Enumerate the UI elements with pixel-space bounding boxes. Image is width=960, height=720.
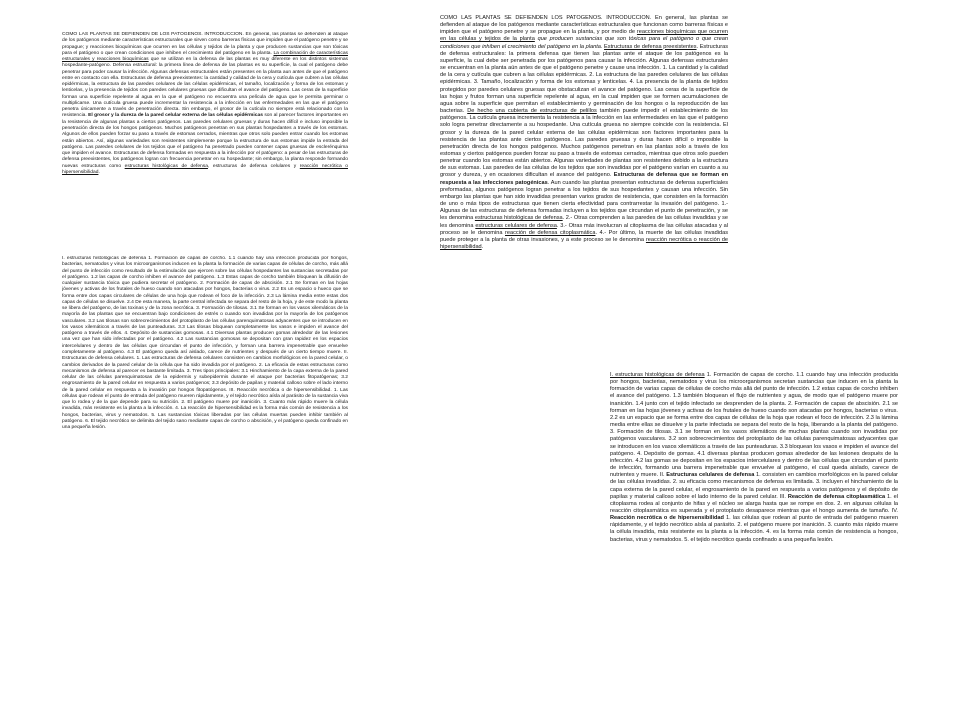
emphasized-text-run: reacciones bioquímicas que ocurren en las células y tejidos de la planta xyxy=(440,29,728,43)
text-block-intro-left xyxy=(62,32,348,250)
emphasized-text-run: Estructuras de defensa que se forman en respuesta a las infecciones patogénicas xyxy=(440,172,728,186)
text-run: también puede impedir el establecimiento de los patógenos. La cutícula gruesa incrementa la resistencia a la infección en las enfermedades en las que el patógeno solo logra penetrar directamente a su hospedante. Una cutícula gruesa no siempre coincide con la resistencia. El grosor y la dureza de la pared celular externa de las células epidérmicas son factores importantes para la resistencia de las plantas ante ciertos patógenos. Las paredes gruesas y duras hacen difícil o imposible la penetración directa de los hongos patógenos. Muchos patógenos penetran en las plantas solo a través de los estomas y ciertos patógenos pueden forzar su paso a través de estomas cerrados, mientras que otros solo pueden penetrar cuando los estomas están abiertos. Algunas variedades de plantas son resistentes debido a la estructura de sus estomas. Las paredes de las células de los tejidos que son invadidas por el patógeno varían en cuanto a su grosor y dureza, y en ocasiones dificultan el avance del patógeno. xyxy=(440,108,728,179)
emphasized-text-run: Estructuras de defensa preexistentes xyxy=(604,43,697,50)
text-run: 1. el citoplasma rodea al conjunto de hifas y el núcleo se alarga hasta que se rompe en dos. 2. en algunas células la reacción citoplasmática es superada y el protoplasto desaparece mientras que el hongo aumenta de tamaño. IV. xyxy=(610,493,898,514)
text-run: . 4.- Por último, la muerte de las células invadidas puede proteger a la planta de otras invasiones, y a este proceso se le denomina xyxy=(440,229,728,243)
text-run: 1. las células que rodean al punto de entrada del patógeno mueren rápidamente, y el tejido necrótico aísla al parásito. 2. el patógeno muere por inanición. 3. cuanto más rápido muere la célula invadida, más resistente es la planta a la infección. 4. es la forma más común de resistencia a hongos, bacterias, virus y nematodos. 5. el tejido necrótico queda confinado a una pequeña lesión. xyxy=(610,515,898,543)
text-block-structures-left xyxy=(62,256,348,638)
text-run: 1. Formación de capas de corcho. 1.1 cuando hay una infección producida por hongos, bacterias, nematodos y virus los microorganismos secretan sustancias que inducen en la planta la formación de varias capas de células de corcho más allá del punto de infección. 1.2 estas capas de corcho inhiben el avance del patógeno. 1.3 también bloquean el flujo de nutrientes y agua, de modo que el patógeno muere por inanición. 1.4 junto con el tejido infectado se desprenden de la planta. 2. Formación de capas de abscisión. 2.1 se forman en las hojas jóvenes y activas de los frutales de hueso cuando son atacadas por hongos, bacterias o virus. 2.2 es un espacio que se forma entre dos capas de células de la hoja que rodean el foco de infección. 2.3 la lámina media entre ellas se disuelve y la parte infectada se separa del resto de la hoja, liberando a la planta del patógeno. 3. Formación de tilosas. 3.1 se forman en los vasos xilemáticos de muchas plantas cuando son invadidas por patógenos vasculares. 3.2 son sobrecrecimientos del protoplasto de las células parenquimatosas adyacentes que se introducen en los vasos xilemáticos a través de las punteaduras. 3.3 bloquean los vasos e impiden el avance del patógeno. 4. Depósito de gomas. 4.1 diversas plantas producen gomas alrededor de las lesiones después de la infección. 4.2 las gomas se depositan en los espacios intercelulares y dentro de las células que circundan el punto de infección, formando una barrera impenetrable que envuelve al patógeno, el cual queda aislado, carece de nutrientes y muere. II. xyxy=(610,372,898,479)
emphasized-text-run: que producen sustancias que son tóxicas para el patógeno o que crean condiciones que inhiben el crecimiento del patógeno en la planta. xyxy=(440,36,728,50)
text-run: 1. consisten en cambios morfológicos en la pared celular de las células invadidas. 2. su eficacia como mecanismos de defensa es limitada. 3. incluyen el hinchamiento de la capa externa de la pared celular, el engrosamiento de la pared en respuesta a varios patógenos y el depósito de papilas y material calloso sobre el lado interno de la pared celular. III. xyxy=(610,472,898,500)
text-block-intro-right xyxy=(440,15,728,355)
paragraph xyxy=(440,15,728,251)
emphasized-text-run: De hecho una cubierta de estructuras de pelillos xyxy=(467,108,597,115)
text-block-structures-right xyxy=(610,372,898,707)
text-run: I. estructuras histológicas de defensa 1. Formación de capas de corcho. 1.1 cuando hay una infección producida por hongos, bacterias, nematodos y virus los microorganismos inducen en la planta la formación de varias capas de células de corcho, más allá del punto de infección como resultado de la estimulación que ejercen sobre las células hospedantes las sustancias secretadas por el patógeno. 1.2 las capas de corcho inhiben el avance del patógeno. 1.3 Estas capas de corcho también bloquean la difusión de cualquier sustancia tóxica que pudiera secretar el patógeno. 2. Formación de capas de abscisión. 2.1 Se forman en las hojas jóvenes y activas de los frutales de hueso cuando son atacadas por hongos, bacterias o virus. 2.2 Es un espacio o hueco que se forma entre dos capas circulares de células de una hoja que rodean el foco de la infección. 2.3 La lámina media entre estas dos capas de células se disuelve. 2.4 De esta manera, la parte central infectada se separa del resto de la hoja, y de este modo la planta se libera del patógeno, de las toxinas y de la zona necrótica. 3. Formación de tilosas. 3.1 Se forman en los vasos xilemáticos de la mayoría de las plantas que se encuentran bajo condiciones de estrés o cuando son invadidas por la mayoría de los patógenos vasculares. 3.2 Las tilosas son sobrecrecimientos del protoplasto de las células parenquimatosas adyacentes que se introducen en los vasos xilemáticos a través de las punteaduras. 3.3 Las tilosas bloquean completamente los vasos e impiden el avance del patógeno a través de ellos. 4. Depósito de sustancias gomosas. 4.1 Diversas plantas producen gomas alrededor de las lesiones una vez que han sido infectadas por el patógeno. 4.2 Las sustancias gomosas se depositan con gran rapidez en los espacios intercelulares y dentro de las células que circundan el punto de infección, y forman una barrera impenetrable que envuelve completamente al patógeno. 4.3 El patógeno queda así aislado, carece de nutrientes y después de un cierto tiempo muere. II. Estructuras de defensa celulares. 1. Las estructuras de defensa celulares consisten en cambios morfológicos en la pared celular, o cambios derivados de la pared celular de la célula que ha sido invadida por el patógeno. 2. La eficacia de estas estructuras como mecanismos de defensa al parecer es bastante limitada. 3. Tres tipos principales: 3.1 Hinchamiento de la capa externa de la pared celular de las células parenquimatosas de la epidermis y subepidermis durante el ataque por bacterias fitopatógenas; 3.2 engrosamiento de la pared celular en respuesta a varios patógenos; 3.3 depósito de papilas y material calloso sobre el lado interno de la pared celular en respuesta a la invasión por hongos fitopatógenos. III. Reacción necrótica o de hipersensibilidad. 1. Las células que rodean el punto de entrada del patógeno mueren rápidamente, y el tejido necrótico aísla al parásito de la sustancia viva que lo rodea y de la que depende para su nutrición. 2. El patógeno muere por inanición. 3. Cuanto más rápido muere la célula invadida, más resistente es la planta a la infección. 4. La reacción de hipersensibilidad es la forma más común de resistencia a los hongos, bacterias, virus y nematodos. 5. Las sustancias tóxicas liberadas por las células muertas pueden inhibir también al patógeno. 6. El tejido necrótico se delimita del tejido sano mediante capas de corcho o abscisión, y el patógeno queda confinado en una pequeña lesión. xyxy=(62,256,348,431)
text-run: . Aun cuando las plantas presentan estructuras de defensa superficiales preformadas, algunos patógenos logran penetrar a los tejidos de sus hospedantes y causan una infección. Sin embargo las plantas que han sido invadidas presentan varios grados de resistencia, que consisten en la formación de uno o más tipos de estructuras que tienen cierta efectividad para contrarrestar la invasión del patógeno. 1.- Algunas de las estructuras de defensa formadas incluyen a los tejidos que circundan el punto de penetración, y se les denomina xyxy=(440,179,728,222)
emphasized-text-run: estructuras celulares de defensa xyxy=(475,222,557,229)
paragraph xyxy=(62,256,348,431)
text-run: . 2.- Otras comprenden a las paredes de las células invadidas y se les denomina xyxy=(440,215,728,229)
emphasized-text-run: La combinación de características estructurales y reacciones bioquímicas xyxy=(62,50,348,63)
text-run: . xyxy=(98,169,100,175)
text-run: que se utilizan en la defensa de las plantas es muy diferente en los distintos sistemas hospedante-patógeno. Defensa estructural: la primera línea de defensa de las plantas es su superficie, la cual el patógeno debe penetrar para poder causar la infección. Algunas defensas estructurales están presentes en la planta aun antes de que el patógeno entre en contacto con ella. Estructuras de defensa preexistentes: la cantidad y calidad de la cera y cutícula que cubren a las células epidérmicas, la estructura de las paredes celulares de las células epidérmicas, el tamaño, localización y forma de los estomas y lenticelas, y la presencia de tejidos con paredes celulares gruesas que dificultan el avance del patógeno. Las ceras de la superficie forman una superficie repelente al agua en la que el patógeno no encuentra una película de agua que le permita germinar o multiplicarse. Una cutícula gruesa puede incrementar la resistencia a la infección en las enfermedades en las que el patógeno penetra únicamente a través de penetración directa. Sin embargo, el grosor de la cutícula no siempre está relacionado con la resistencia. xyxy=(62,57,348,119)
text-run: son al parecer factores importantes en la resistencia de algunas plantas a ciertos patógenos. Las paredes celulares gruesas y duras hacen difícil e incluso imposible la penetración directa de los hongos patógenos. Muchos patógenos penetran en sus plantas hospedantes a través de los estomas. Algunos de ellos pueden forzar su paso a través de estomas cerrados, mientras que otros solo pueden entrar cuando los estomas están abiertos. Así, algunas variedades son resistentes simplemente porque la estructura de sus estomas impide la entrada del patógeno. Las paredes celulares de los tejidos que el patógeno ha penetrado pueden contener capas gruesas de esclerénquima que impiden el avance. Estructuras de defensa formadas en respuesta a la infección por el patógeno: a pesar de las estructuras de defensa preexistentes, los patógenos logran con frecuencia penetrar en su hospedante; sin embargo, la planta responde formando nuevas estructuras como xyxy=(62,113,348,169)
emphasized-text-run: estructuras histológicas de defensa xyxy=(474,215,563,222)
text-run: COMO LAS PLANTAS SE DEFIENDEN DE LOS PATÓGENOS. INTRODUCCIÓN. En general, las plantas se defienden al ataque de los patógenos mediante características estructurales que sirven como barreras físicas que impiden que el patógeno penetre y se propague; y reacciones bioquímicas que ocurren en las células y tejidos de la planta y que producen sustancias que son tóxicas para el patógeno o que crean condiciones que inhiben el crecimiento del patógeno en la planta. xyxy=(62,32,348,56)
text-run: . xyxy=(481,244,484,250)
paragraph xyxy=(62,32,348,176)
text-run: . 3.- Otras más involucran al citoplasma de las células atacadas y al proceso se le denomina xyxy=(440,222,728,236)
emphasized-text-run: reacción necrótica o reacción de hipersensibilidad xyxy=(440,236,728,250)
emphasized-text-run: Estructuras celulares de defensa xyxy=(666,472,755,479)
emphasized-text-run: reacción necrótica o hipersensibilidad xyxy=(62,163,348,175)
emphasized-text-run: I. estructuras histológicas de defensa xyxy=(610,372,705,378)
emphasized-text-run: Reacción de defensa citoplasmática xyxy=(787,493,886,500)
emphasized-text-run: El grosor y la dureza de la pared celular externa de las células epidérmicas xyxy=(88,113,263,119)
text-run: . Estructuras de defensa estructurales: la primera defensa que tienen las plantas ante el ataque de los patógenos es la superficie, la cual debe ser penetrada por los patógenos para causar la infección. Algunas defensas estructurales se encuentran en la planta aún antes de que el patógeno penetre y cause una infección. 1. La cantidad y la calidad de la cera y cutícula que cubren a las células epidérmicas. 2. La estructura de las paredes celulares de las células epidérmicas. 3. Tamaño, localización y forma de los estomas y lenticelas. 4. La presencia de la planta de tejidos protegidos por paredes celulares gruesas que obstaculizan el avance del patógeno. Las ceras de la superficie de las hojas y frutos forman una superficie repelente al agua, en la cual impiden que se formen acumulaciones de agua sobre la superficie que permitan el establecimiento y germinación de los hongos o la reproducción de las bacterias. xyxy=(440,43,728,115)
emphasized-text-run: Reacción necrótica o de hipersensibilidad xyxy=(610,515,724,522)
paragraph xyxy=(610,372,898,544)
text-run: , estructuras de defensa celulares y xyxy=(207,163,300,169)
emphasized-text-run: estructuras histológicas de defensa xyxy=(124,163,208,169)
emphasized-text-run: reacción de defensa citoplasmática xyxy=(505,229,596,236)
text-run: COMO LAS PLANTAS SE DEFIENDEN LOS PATÓGENOS. INTRODUCCIÓN. En general, las plantas se defienden al ataque de los patógenos mediante características estructurales que funcionan como barreras físicas e impiden que el patógeno penetre y se propague en la planta, y por medio de xyxy=(440,15,728,36)
